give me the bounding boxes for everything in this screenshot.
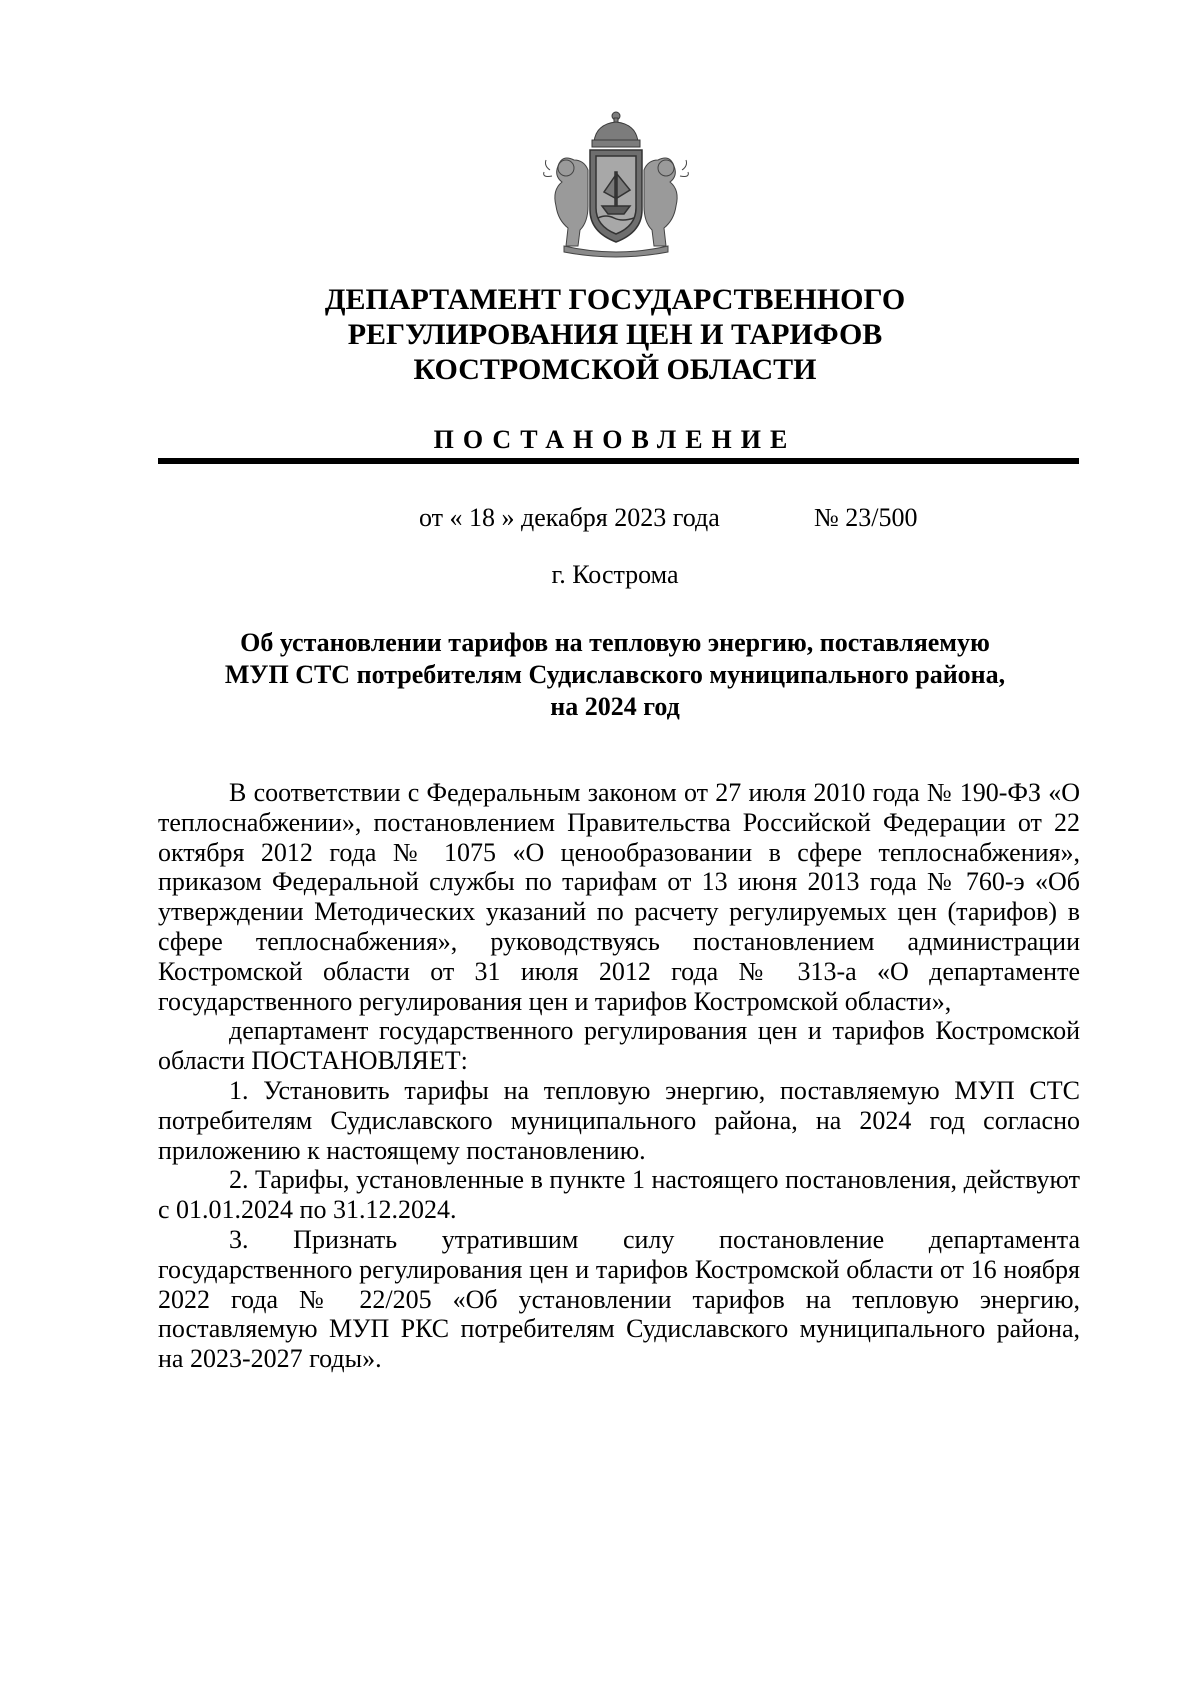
document-title bbox=[0, 627, 1200, 723]
department-name bbox=[0, 282, 1200, 387]
document-body bbox=[158, 778, 1080, 1374]
coat-of-arms-icon bbox=[536, 110, 696, 260]
department-line: РЕГУЛИРОВАНИЯ ЦЕН И ТАРИФОВ bbox=[347, 318, 883, 351]
body-paragraph-item-1: 1. Установить тарифы на тепловую энергию, поставляемую МУП СТС потребителям Судиславского муниципального района, на 2024 год согласно приложению к настоящему постановлению. bbox=[158, 1075, 1080, 1165]
document-type-heading: ПОСТАНОВЛЕНИЕ bbox=[433, 425, 797, 454]
document-date: от « 18 » декабря 2023 года bbox=[419, 503, 720, 532]
title-line: Об установлении тарифов на тепловую энергию, поставляемую bbox=[240, 628, 990, 657]
department-line: ДЕПАРТАМЕНТ ГОСУДАРСТВЕННОГО bbox=[324, 283, 906, 316]
body-paragraph-preamble: В соответствии с Федеральным законом от 27 июля 2010 года № 190-ФЗ «О теплоснабжении», постановлением Правительства Российской Федерации от 22 октября 2012 года № 1075 «О ценообразовании в сфере теплоснабжения», приказом Федеральной службы по тарифам от 13 июня 2013 года № 760-э «Об утверждении Методических указаний по расчету регулируемых цен (тарифов) в сфере теплоснабжения», руководствуясь постановлением администрации Костромской области от 31 июля 2012 года № 313-а «О департаменте государственного регулирования цен и тарифов Костромской области», bbox=[158, 778, 1080, 1016]
header-divider bbox=[158, 458, 1079, 464]
body-paragraph-item-3: 3. Признать утратившим силу постановление департамента государственного регулирования цен и тарифов Костромской области от 16 ноября 2022 года № 22/205 «Об установлении тарифов на тепловую энергию, поставляемую МУП РКС потребителям Судиславского муниципального района, на 2023-2027 годы». bbox=[158, 1224, 1080, 1374]
document-number: № 23/500 bbox=[814, 503, 918, 532]
title-line: МУП СТС потребителям Судиславского муниципального района, bbox=[224, 660, 1006, 689]
body-paragraph-resolves: департамент государственного регулирования цен и тарифов Костромской области ПОСТАНОВЛЯЕТ: bbox=[158, 1016, 1080, 1076]
document-city: г. Кострома bbox=[551, 560, 679, 589]
title-line: на 2024 год bbox=[550, 692, 680, 721]
body-paragraph-item-2: 2. Тарифы, установленные в пункте 1 настоящего постановления, действуют с 01.01.2024 по 31.12.2024. bbox=[158, 1165, 1080, 1225]
department-line: КОСТРОМСКОЙ ОБЛАСТИ bbox=[413, 353, 817, 386]
